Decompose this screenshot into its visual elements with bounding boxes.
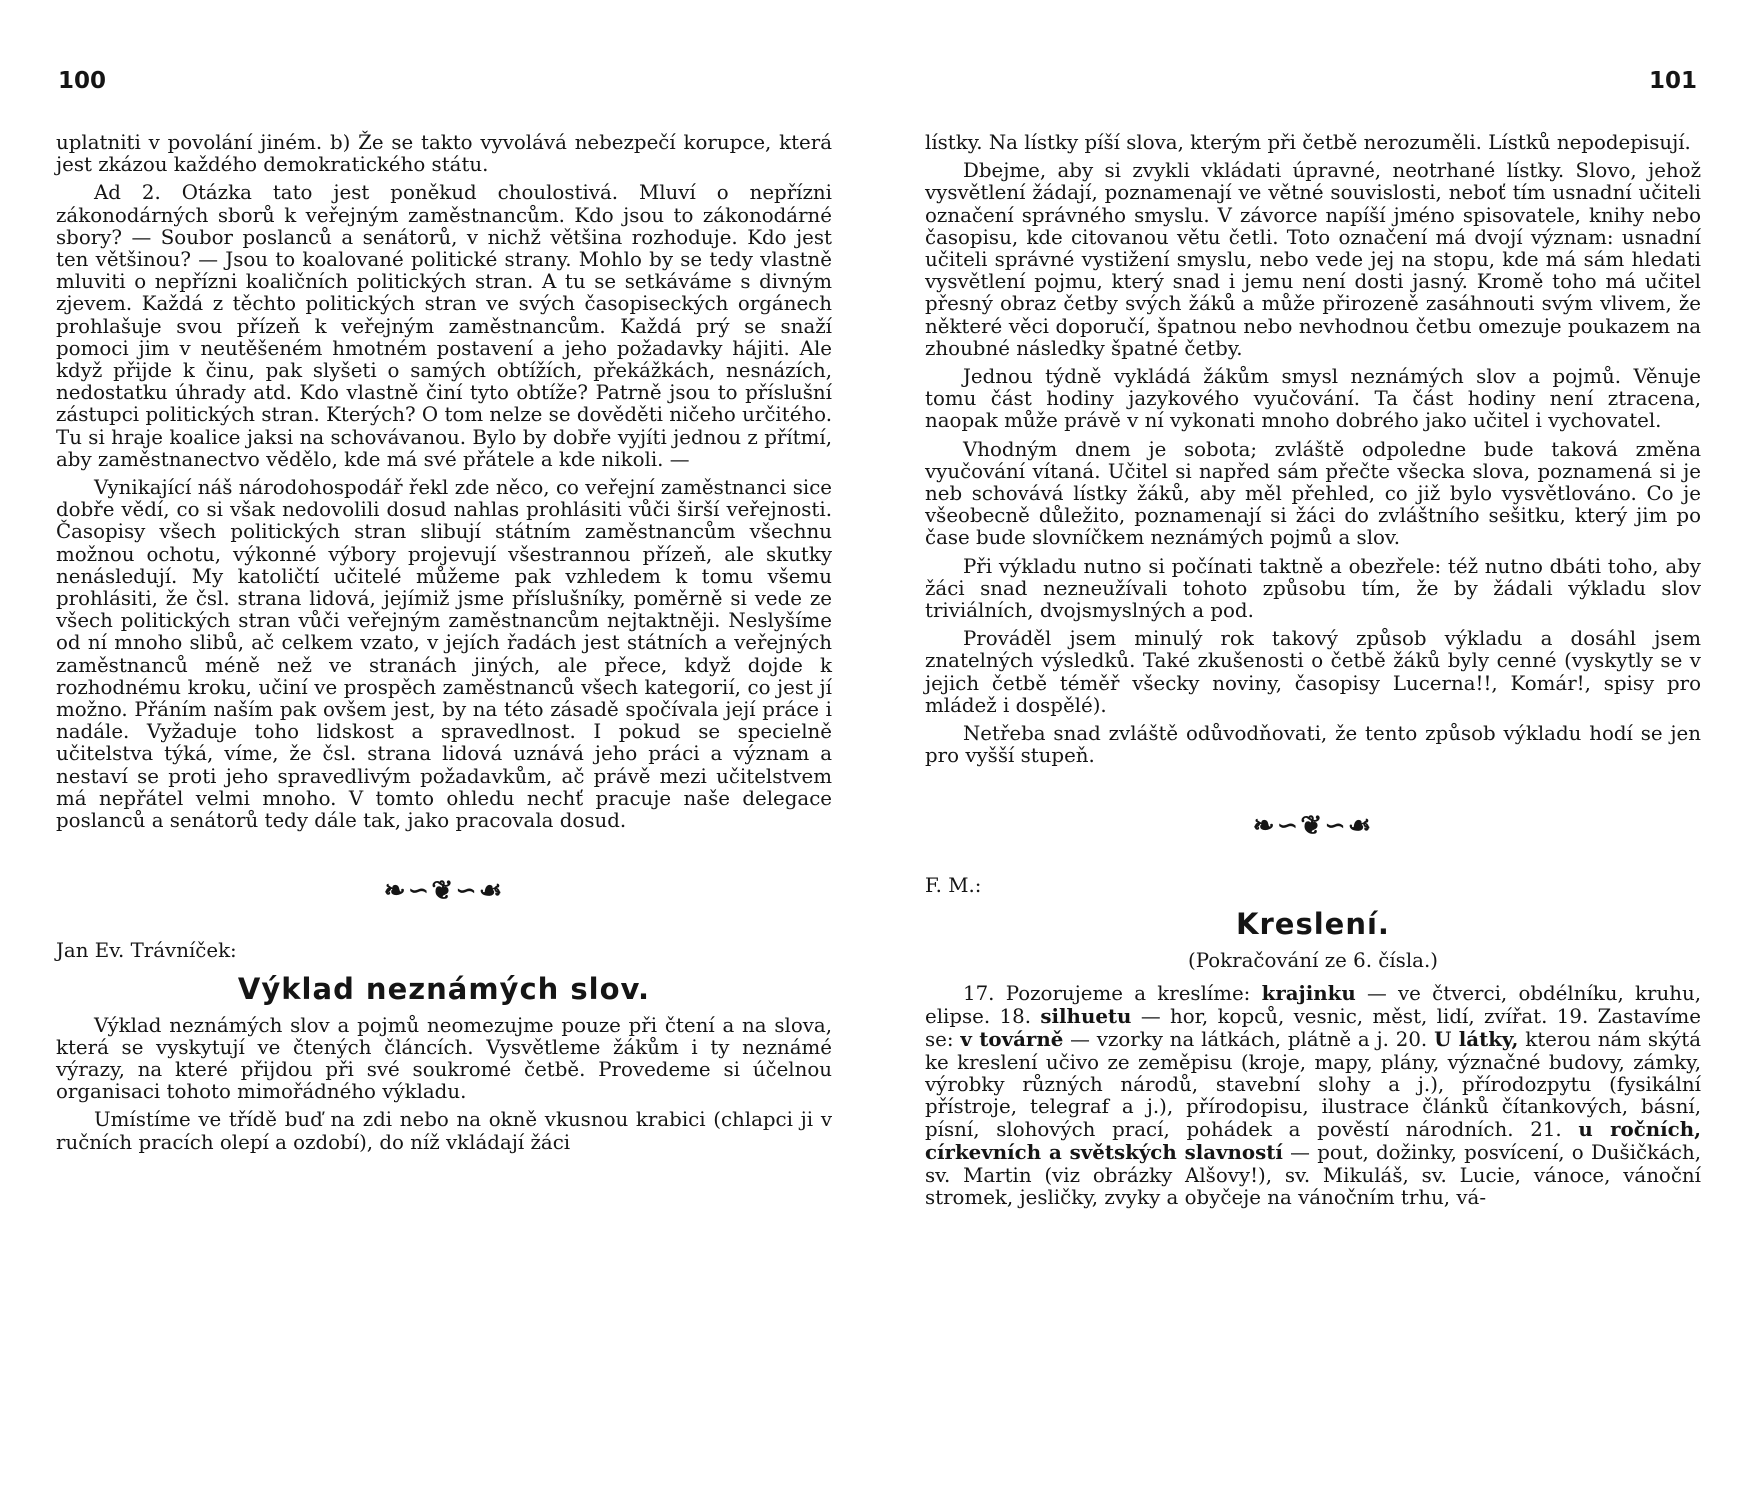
text-run: — ve čtverci, obdélníku, kruhu, elipse. 18. [925, 981, 1701, 1029]
right-page [925, 0, 1701, 1501]
paragraph: Ad 2. Otázka tato jest poněkud choulostivá. Mluví o nepřízni zákonodárných sborů k veřejným zaměstnancům. Kdo jsou to zákonodárné sbory? — Soubor poslanců a senátorů, v nichž většina rozhoduje. Kdo jest ten většinou? — Jsou to koalované politické strany. Mohlo by se tedy vlastně mluviti o nepřízni koaličních politických stran. A tu se setkáváme s divným zjevem. Každá z těchto politických stran ve svých časopiseckých orgánech prohlašuje svou přízeň k veřejným zaměstnancům. Každá prý se snaží pomoci jim v neutěšeném hmotném postavení a jeho požadavky hájiti. Ale když přijde k činu, pak slyšeti o samých obtížích, překážkách, nesnázích, nedostatku úhrady atd. Kdo vlastně činí tyto obtíže? Patrně jsou to příslušní zástupci politických stran. Kterých? O tom nelze se dověděti ničeho určitého. Tu si hraje koalice jaksi na schovávanou. Bylo by dobře vyjíti jednou z přítmí, aby zaměstnanectvo vědělo, kde má své přátele a kde nikoli. — [56, 181, 832, 471]
ornament-divider: ❧∽❦∽☙ [1252, 811, 1374, 842]
text-run: — pout, dožinky, posvícení, o Dušičkách, sv. Martin (viz obrázky Alšovy!), sv. Mikuláš, sv. Lucie, vánoce, vánoční stromek, jesličky, zvyky a obyčeje na vánočním trhu, vá- [925, 1141, 1701, 1209]
paragraph: Při výkladu nutno si počínati taktně a obezřele: též nutno dbáti toho, aby žáci snad nezneužívali tohoto způsobu tím, že by žádali výkladu slov triviálních, dvojsmyslných a pod. [925, 554, 1701, 623]
paragraph: Dbejme, aby si zvykli vkládati úpravné, neotrhané lístky. Slovo, jehož vysvětlení žádají, poznamenají ve větné souvislosti, neboť tím usnadní učiteli označení správného smyslu. V závorce napíší jméno spisovatele, knihy nebo časopisu, kde citovanou větu četli. Toto označení má dvojí význam: usnadní učiteli správné vystižení smyslu, nebo vede jej na stopu, kde má sám hledati vysvětlení pojmu, který snad i jemu není dosti jasný. Kromě toho má učitel přesný obraz četby svých žáků a může přirozeně zasáhnouti svým vlivem, že některé věci doporučí, špatnou nebo nevhodnou četbu omezuje poukazem na zhoubné následky špatné četby. [925, 159, 1701, 360]
left-page [56, 0, 832, 1501]
article-subtitle: (Pokračování ze 6. čísla.) [1188, 948, 1438, 972]
text-run: kterou nám skýtá ke kreslení učivo ze zeměpisu (kroje, mapy, plány, význačné budovy, zámky, výrobky různých národů, stavební slohy a j.), přírodozpytu (fysikální přístroje, telegraf a j.), přírodopisu, ilustrace článků čítankových, básní, písní, slohových prací, pohádek a pověstí národních. 21. [925, 1028, 1701, 1142]
paragraph: uplatniti v povolání jiném. b) Že se takto vyvolává nebezpečí korupce, která jest zkázou každého demokratického státu. [56, 131, 832, 177]
page-number: 100 [58, 68, 107, 94]
paragraph: Netřeba snad zvláště odůvodňovati, že tento způsob výkladu hodí se jen pro vyšší stupeň. [925, 722, 1701, 768]
article-title: Kreslení. [1236, 906, 1390, 941]
paragraph: Umístíme ve třídě buď na zdi nebo na okně vkusnou krabici (chlapci ji v ručních pracích olepí a ozdobí), do níž vkládají žáci [56, 1108, 832, 1154]
paragraph: Vynikající náš národohospodář řekl zde něco, co veřejní zaměstnanci sice dobře vědí, co si však nedovolili dosud nahlas prohlásiti vůči širší veřejnosti. Časopisy všech politických stran slibují státním zaměstnancům všechnu možnou ochotu, výkonné výbory projevují všestrannou přízeň, ale skutky nenásledují. My katoličtí učitelé můžeme pak vzhledem k tomu všemu prohlásiti, že čsl. strana lidová, jejímiž jsme příslušníky, poměrně si vede ze všech politických stran vůči veřejným zaměstnancům nejtaktněji. Neslyšíme od ní mnoho slibů, ač celkem vzato, v jejích řadách jest státních a veřejných zaměstnanců méně než ve stranách jiných, ale přece, když dojde k rozhodnému kroku, učiní ve prospěch zaměstnanců všech kategorií, co jest jí možno. Přáním naším pak ovšem jest, by na této zásadě spočívala její práce i nadále. Vyžaduje toho lidskost a spravedlnost. I pokud se specielně učitelstva týká, víme, že čsl. strana lidová uznává jeho práci a význam a nestaví se proti jeho spravedlivým požadavkům, ač právě mezi učitelstvem má nepřátel velmi mnoho. V tomto ohledu nechť pracuje naše delegace poslanců a senátorů tedy dále tak, jako pracovala dosud. [56, 476, 832, 833]
paragraph: lístky. Na lístky píší slova, kterým při četbě nerozuměli. Lístků nepodepisují. [925, 131, 1691, 154]
ornament-divider: ❧∽❦∽☙ [383, 876, 505, 907]
paragraph: Jednou týdně vykládá žákům smysl neznámých slov a pojmů. Věnuje tomu část hodiny jazykového vyučování. Ta část hodiny není ztracena, naopak může právě v ní vykonati mnoho dobrého jako učitel i vychovatel. [925, 365, 1701, 433]
bold-term: U látky, [1434, 1027, 1519, 1052]
text-run: — hor, kopců, vesnic, měst, lidí, zvířat. 19. Zastavíme se: [925, 1005, 1702, 1052]
left-text-column [56, 132, 832, 1160]
paragraph: Výklad neznámých slov a pojmů neomezujme pouze při čtení a na slova, která se vyskytují ve čtených článcích. Vysvětleme žákům i ty neznámé výrazy, na které přijdou při své soukromé četbě. Provedeme si účelnou organisaci tohoto mimořádného výkladu. [56, 1013, 832, 1104]
bold-term: v továrně [960, 1027, 1064, 1052]
bold-term: krajinku [1261, 980, 1356, 1005]
paragraph: Vhodným dnem je sobota; zvláště odpoledne bude taková změna vyučování vítaná. Učitel si napřed sám přečte všecka slova, poznamená si je neb schovává lístky žáků, aby měl přehled, co již bylo vysvětlováno. Co je všeobecně důležito, poznamenají si žáci do zvláštního sešitku, který jim po čase bude slovníčkem neznámých pojmů a slov. [925, 437, 1701, 550]
paragraph [925, 982, 1701, 1209]
author-byline: F. M.: [925, 874, 982, 898]
text-run: 17. Pozorujeme a kreslíme: [963, 981, 1262, 1005]
paragraph: Prováděl jsem minulý rok takový způsob výkladu a dosáhl jsem znatelných výsledků. Také zkušenosti o četbě žáků byly cenné (vyskytly se v jejich četbě téměř všecky noviny, časopisy Lucerna!!, Komár!, spisy pro mládež i dospělé). [925, 627, 1701, 717]
page-number: 101 [1648, 68, 1697, 94]
text-run: — vzorky na látkách, plátně a j. 20. [1063, 1028, 1435, 1052]
right-text-column [925, 132, 1701, 1215]
author-byline: Jan Ev. Trávníček: [56, 939, 237, 963]
article-title: Výklad neznámých slov. [237, 971, 651, 1006]
bold-term: u ročních, církevních a světských slavností [925, 1117, 1701, 1165]
bold-term: silhuetu [1040, 1004, 1132, 1029]
